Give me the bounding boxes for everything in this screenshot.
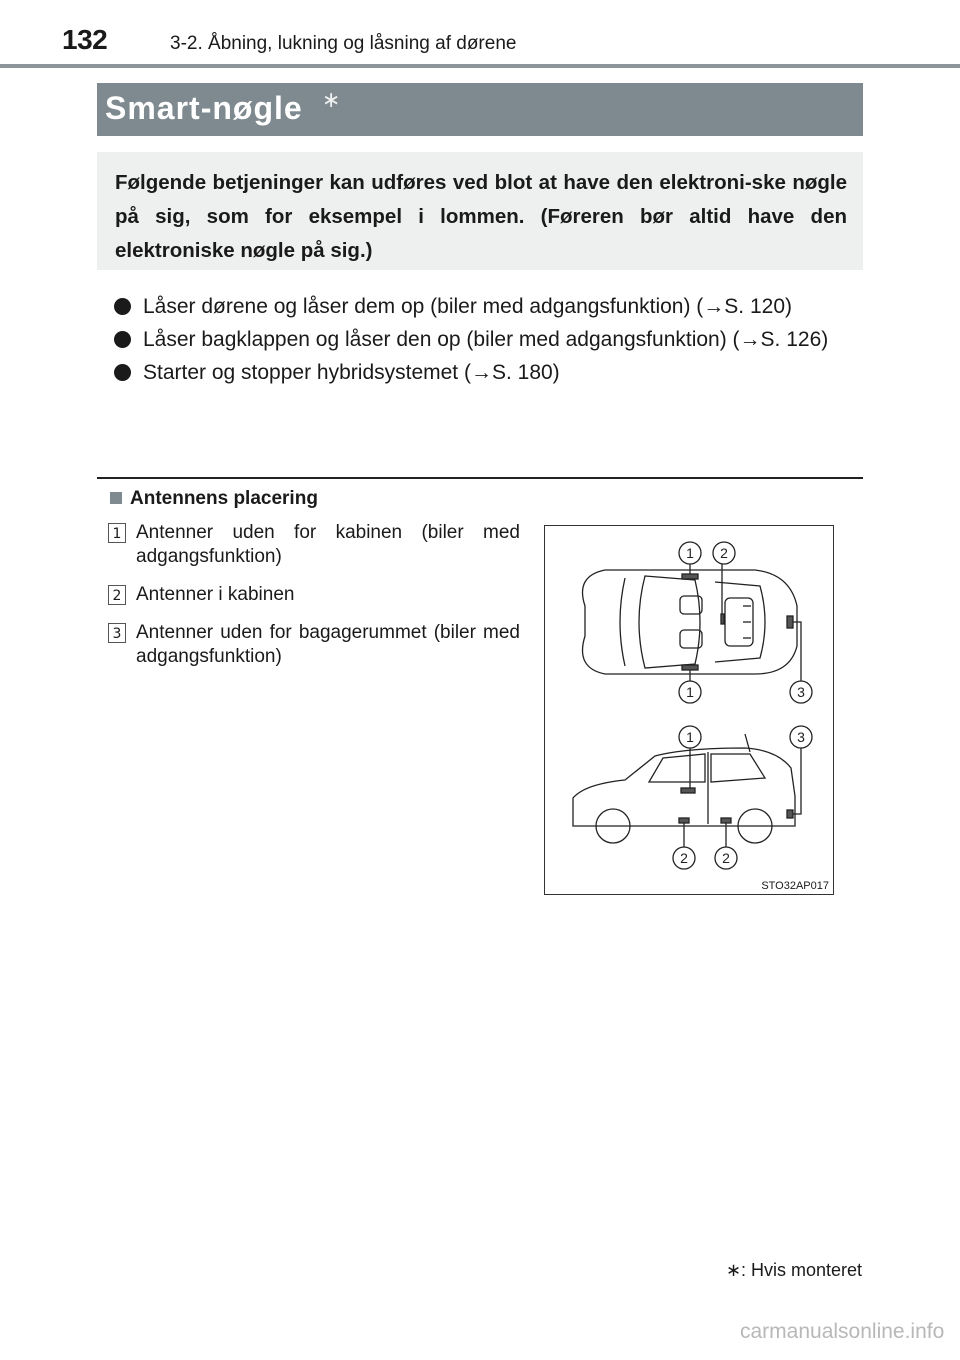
subsection-heading <box>110 488 318 510</box>
intro-box <box>97 152 863 270</box>
footnote-asterisk: ∗ <box>725 1260 741 1280</box>
section-divider <box>97 477 863 479</box>
legend-number: 3 <box>108 623 126 643</box>
antenna-legend <box>108 521 520 683</box>
legend-number: 1 <box>108 523 126 543</box>
legend-item <box>108 521 520 569</box>
bullet-item <box>114 356 858 389</box>
antenna-location-figure <box>544 525 834 895</box>
bullet-text: Låser bagklappen og låser den op (biler med adgangsfunktion) (→S. 126) <box>143 328 829 351</box>
callout-label: 2 <box>722 850 730 866</box>
bullet-dot-icon <box>114 364 131 381</box>
car-top-view <box>583 570 798 674</box>
callout-label: 3 <box>797 729 805 745</box>
legend-text: Antenner uden for kabinen (biler med adgangsfunktion) <box>136 522 520 567</box>
legend-number: 2 <box>108 585 126 605</box>
figure-code: STO32AP017 <box>761 880 829 892</box>
footnote-text: : Hvis monteret <box>740 1260 862 1280</box>
callout-label: 1 <box>686 729 694 745</box>
page-title: Smart-nøgle <box>105 90 303 126</box>
bullet-text: Starter og stopper hybridsystemet (→S. 180) <box>143 361 560 384</box>
bullet-text: Låser dørene og låser dem op (biler med adgangsfunktion) (→S. 120) <box>143 295 793 318</box>
subsection-heading-label: Antennens placering <box>130 488 318 509</box>
callout-label: 2 <box>720 545 728 561</box>
bullet-item <box>114 323 858 356</box>
footnote <box>726 1260 862 1281</box>
page-number: 132 <box>62 24 108 55</box>
callout-label: 2 <box>680 850 688 866</box>
bullet-list <box>114 290 858 389</box>
intro-text: Følgende betjeninger kan udføres ved blot at have den elektroni-ske nøgle på sig, som for eksempel i lommen. (Føreren bør altid have den elektroniske nøgle på sig.) <box>115 171 847 262</box>
legend-text: Antenner uden for bagagerummet (biler med adgangsfunktion) <box>136 622 520 667</box>
square-bullet-icon <box>110 492 122 504</box>
header-rule <box>0 64 960 68</box>
legend-text: Antenner i kabinen <box>136 584 295 605</box>
bullet-item <box>114 290 858 323</box>
section-title: 3-2. Åbning, lukning og låsning af dørene <box>170 33 517 54</box>
bullet-dot-icon <box>114 298 131 315</box>
legend-item <box>108 583 520 607</box>
callout-label: 1 <box>686 684 694 700</box>
title-asterisk: ∗ <box>322 87 341 112</box>
page-header <box>0 0 960 70</box>
watermark: carmanualsonline.info <box>740 1320 945 1343</box>
title-banner <box>97 83 863 136</box>
callout-label: 1 <box>686 545 694 561</box>
car-diagram <box>545 526 832 893</box>
legend-item <box>108 621 520 669</box>
bullet-dot-icon <box>114 331 131 348</box>
callout-label: 3 <box>797 684 805 700</box>
